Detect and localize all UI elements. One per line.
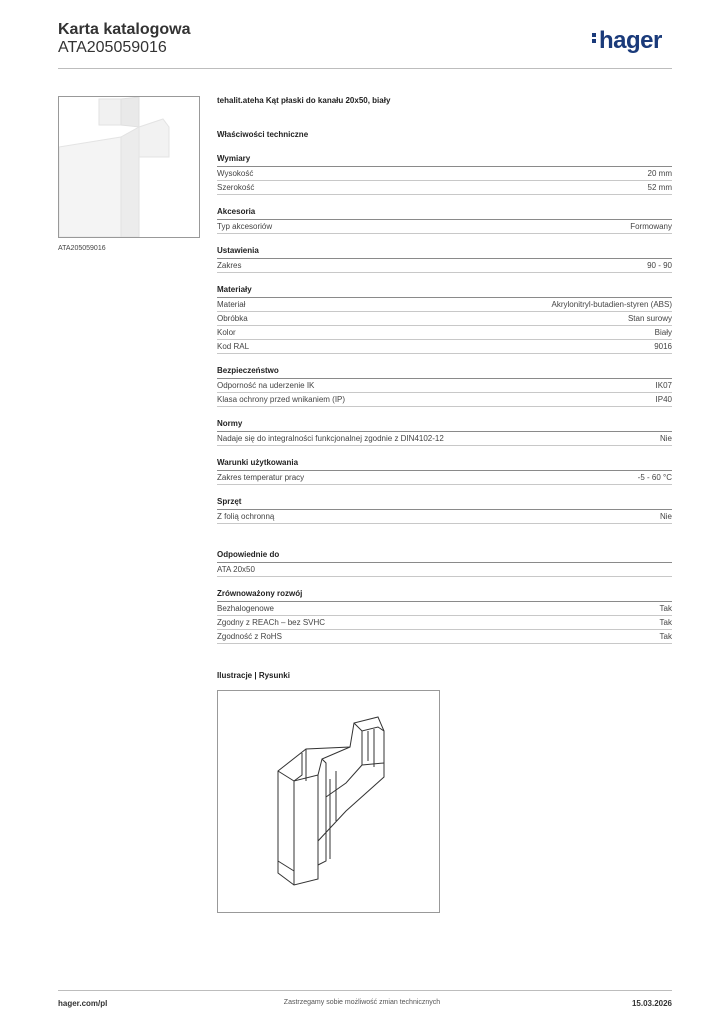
spec-group-title: Wymiary bbox=[217, 154, 672, 167]
spec-value: Tak bbox=[659, 632, 672, 641]
spec-row bbox=[217, 563, 672, 577]
footer-disclaimer: Zastrzegamy sobie możliwość zmian technicznych bbox=[283, 999, 441, 1006]
thumbnail-caption: ATA205059016 bbox=[58, 245, 106, 252]
footer-website: hager.com/pl bbox=[58, 999, 108, 1008]
hager-logo bbox=[592, 27, 662, 55]
spec-label: Kod RAL bbox=[217, 342, 250, 351]
spec-label: Z folią ochronną bbox=[217, 512, 275, 521]
spec-value: Nie bbox=[659, 512, 672, 521]
spec-value: Formowany bbox=[630, 222, 672, 231]
tech-section-heading: Właściwości techniczne bbox=[217, 130, 309, 139]
spec-row bbox=[217, 393, 672, 407]
spec-group-title: Normy bbox=[217, 419, 672, 432]
spec-label: Zgodny z REACh – bez SVHC bbox=[217, 618, 326, 627]
product-photo-icon bbox=[59, 97, 199, 237]
spec-groups bbox=[217, 154, 672, 524]
spec-group bbox=[217, 550, 672, 577]
spec-value: IK07 bbox=[655, 381, 672, 390]
page-title: Karta katalogowa bbox=[58, 21, 191, 38]
spec-value: 20 mm bbox=[647, 169, 672, 178]
spec-value: 9016 bbox=[654, 342, 672, 351]
spec-group bbox=[217, 589, 672, 644]
spec-group bbox=[217, 154, 672, 195]
spec-row bbox=[217, 510, 672, 524]
spec-label: Typ akcesoriów bbox=[217, 222, 273, 231]
spec-group bbox=[217, 419, 672, 446]
extra-groups bbox=[217, 550, 672, 644]
spec-group-title: Ustawienia bbox=[217, 246, 672, 259]
spec-label: ATA 20x50 bbox=[217, 565, 255, 574]
spec-value: Biały bbox=[654, 328, 672, 337]
spec-group-title: Sprzęt bbox=[217, 497, 672, 510]
spec-row bbox=[217, 432, 672, 446]
spec-label: Nadaje się do integralności funkcjonalnej zgodnie z DIN4102-12 bbox=[217, 434, 444, 443]
spec-row bbox=[217, 167, 672, 181]
spec-label: Zakres bbox=[217, 261, 242, 270]
spec-value: -5 - 60 °C bbox=[637, 473, 672, 482]
spec-group-title: Warunki użytkowania bbox=[217, 458, 672, 471]
spec-label: Wysokość bbox=[217, 169, 254, 178]
spec-group bbox=[217, 497, 672, 524]
spec-group-title: Zrównoważony rozwój bbox=[217, 589, 672, 602]
spec-group-title: Odpowiednie do bbox=[217, 550, 672, 563]
product-code: ATA205059016 bbox=[58, 39, 167, 56]
illustrations-heading: Ilustracje | Rysunki bbox=[217, 671, 290, 680]
flat-angle-drawing-icon bbox=[218, 691, 439, 912]
spec-group-title: Akcesoria bbox=[217, 207, 672, 220]
spec-row bbox=[217, 616, 672, 630]
spec-row bbox=[217, 602, 672, 616]
spec-group-title: Materiały bbox=[217, 285, 672, 298]
spec-label: Szerokość bbox=[217, 183, 255, 192]
spec-value: Nie bbox=[659, 434, 672, 443]
spec-value: Tak bbox=[659, 618, 672, 627]
spec-group bbox=[217, 458, 672, 485]
spec-value: 90 - 90 bbox=[647, 261, 672, 270]
footer-date: 15.03.2026 bbox=[631, 999, 672, 1008]
spec-label: Zakres temperatur pracy bbox=[217, 473, 305, 482]
spec-group bbox=[217, 366, 672, 407]
product-thumbnail bbox=[58, 96, 200, 238]
technical-drawing bbox=[217, 690, 440, 913]
spec-row bbox=[217, 340, 672, 354]
spec-label: Materiał bbox=[217, 300, 246, 309]
spec-row bbox=[217, 220, 672, 234]
header-divider bbox=[58, 68, 672, 69]
spec-row bbox=[217, 379, 672, 393]
footer-divider bbox=[58, 990, 672, 991]
spec-row bbox=[217, 181, 672, 195]
spec-row bbox=[217, 259, 672, 273]
spec-label: Klasa ochrony przed wnikaniem (IP) bbox=[217, 395, 346, 404]
spec-group bbox=[217, 246, 672, 273]
product-title: tehalit.ateha Kąt płaski do kanału 20x50, biały bbox=[217, 96, 391, 105]
spec-label: Bezhalogenowe bbox=[217, 604, 274, 613]
spec-value: Akrylonitryl-butadien-styren (ABS) bbox=[551, 300, 672, 309]
spec-value: Tak bbox=[659, 604, 672, 613]
spec-row bbox=[217, 630, 672, 644]
logo-text: hager bbox=[599, 27, 662, 54]
spec-content bbox=[217, 96, 672, 644]
spec-label: Odporność na uderzenie IK bbox=[217, 381, 315, 390]
spec-row bbox=[217, 326, 672, 340]
spec-group bbox=[217, 207, 672, 234]
spec-label: Zgodność z RoHS bbox=[217, 632, 282, 641]
spec-value: 52 mm bbox=[647, 183, 672, 192]
spec-value: IP40 bbox=[655, 395, 672, 404]
spec-group-title: Bezpieczeństwo bbox=[217, 366, 672, 379]
spec-row bbox=[217, 298, 672, 312]
logo-dots-icon bbox=[592, 31, 597, 45]
spec-label: Obróbka bbox=[217, 314, 248, 323]
spec-label: Kolor bbox=[217, 328, 236, 337]
spec-value: Stan surowy bbox=[627, 314, 672, 323]
spec-row bbox=[217, 471, 672, 485]
spec-row bbox=[217, 312, 672, 326]
spec-group bbox=[217, 285, 672, 354]
